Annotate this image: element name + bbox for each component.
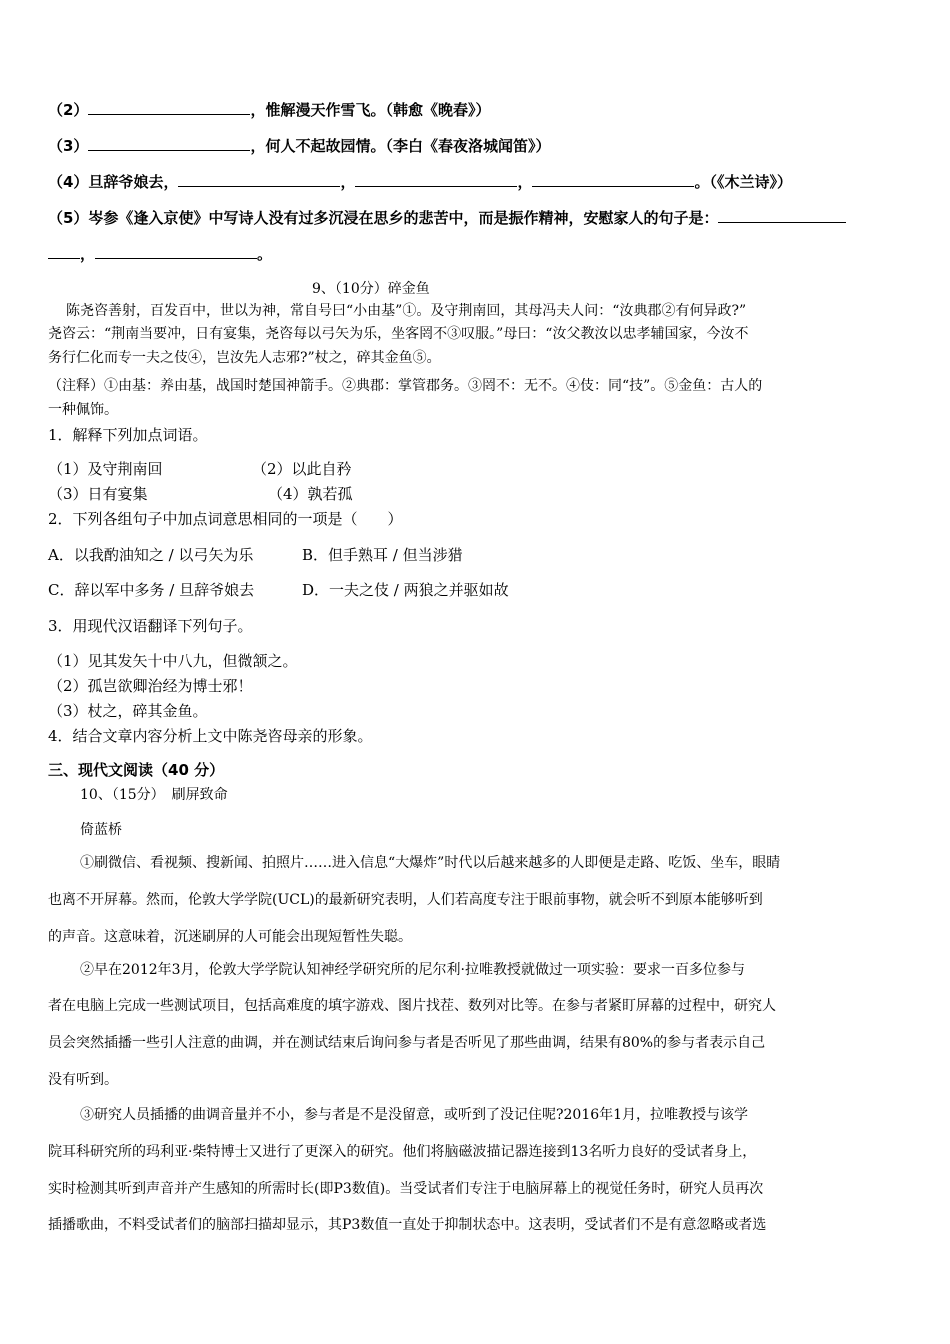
- fill-blank-q2: [48, 100, 490, 120]
- q10-title: 10、（15分） 刷屏致命: [80, 787, 228, 803]
- q9-sub1-question: 1．解释下列加点词语。: [48, 426, 208, 444]
- article-line: 实时检测其听到声音并产生感知的所需时长(即P3数值)。当受试者们专注于电脑屏幕上的视觉任务时，研究人员再次: [48, 1181, 764, 1197]
- answer-blank[interactable]: [88, 136, 250, 151]
- answer-blank[interactable]: [718, 208, 846, 223]
- article-line: 插播歌曲，不料受试者们的脑部扫描却显示，其P3数值一直处于抑制状态中。这表明，受试者们不是有意忽略或者选: [48, 1217, 767, 1233]
- section-title: 三、现代文阅读（40 分）: [48, 761, 225, 779]
- q4-comma: ，: [517, 173, 533, 191]
- q3-text: ，何人不起故园情。（李白《春夜洛城闻笛》）: [250, 137, 551, 155]
- article-line: 也离不开屏幕。然而，伦敦大学学院(UCL)的最新研究表明，人们若高度专注于眼前事物，就会听不到原本能够听到: [48, 892, 763, 908]
- q9-sub1-item: （1）及守荆南回: [48, 460, 163, 478]
- q2-text: ，惟解漫天作雪飞。（韩愈《晚春》）: [250, 101, 491, 119]
- article-line: ②早在2012年3月，伦敦大学学院认知神经学研究所的尼尔利·拉唯教授就做过一项实验：要求一百多位参与: [80, 962, 745, 978]
- answer-blank[interactable]: [178, 172, 340, 187]
- q4-source: 。（《木兰诗》）: [694, 173, 792, 191]
- option-d: D．一夫之伎 / 两狼之并驱如故: [302, 581, 509, 599]
- q9-sub3-item: （3）杖之，碎其金鱼。: [48, 702, 208, 720]
- fill-blank-q4: [48, 172, 792, 192]
- q9-sub3-item: （2）孤岂欲卿治经为博士邪！: [48, 677, 253, 695]
- q5-end: 。: [257, 245, 273, 263]
- answer-blank[interactable]: [48, 244, 80, 259]
- answer-blank[interactable]: [532, 172, 694, 187]
- q9-sub2-question: 2．下列各组句子中加点词意思相同的一项是（ ）: [48, 510, 403, 528]
- q4-text: （4）旦辞爷娘去，: [48, 173, 179, 191]
- q3-number: （3）: [48, 137, 89, 155]
- passage-line: 陈尧咨善射，百发百中，世以为神，常自号曰“小由基”①。及守荆南回，其母冯夫人问：“汝典郡②有何异政?”: [66, 303, 747, 319]
- q10-author: 倚蓝桥: [80, 822, 122, 838]
- article-line: 的声音。这意味着，沉迷刷屏的人可能会出现短暂性失聪。: [48, 929, 412, 945]
- q9-sub3-question: 3．用现代汉语翻译下列句子。: [48, 617, 253, 635]
- q9-sub1-item: （4）孰若孤: [268, 485, 353, 503]
- article-line: ③研究人员插播的曲调音量并不小，参与者是不是没留意，或听到了没记住呢?2016年1月，拉唯教授与该学: [80, 1107, 749, 1123]
- passage-line: 务行仁化而专一夫之伎④，岂汝先人志邪?”杖之，碎其金鱼⑤。: [48, 350, 441, 366]
- notes-line: 一种佩饰。: [48, 402, 118, 418]
- article-line: 者在电脑上完成一些测试项目，包括高难度的填字游戏、图片找茬、数列对比等。在参与者紧盯屏幕的过程中，研究人: [48, 998, 776, 1014]
- q5-comma: ，: [80, 245, 96, 263]
- q4-comma: ，: [340, 173, 356, 191]
- option-b: B．但手熟耳 / 但当涉猎: [302, 546, 463, 564]
- article-line: 员会突然插播一些引人注意的曲调，并在测试结束后询问参与者是否听见了那些曲调，结果有80%的参与者表示自己: [48, 1035, 766, 1051]
- fill-blank-q5-cont: [48, 244, 272, 264]
- article-line: 院耳科研究所的玛利亚·柴特博士又进行了更深入的研究。他们将脑磁波描记器连接到13名听力良好的受试者身上，: [48, 1144, 757, 1160]
- fill-blank-q5: [48, 208, 846, 228]
- fill-blank-q3: [48, 136, 550, 156]
- q9-title: 9、（10分）碎金鱼: [312, 281, 430, 297]
- q2-number: （2）: [48, 101, 89, 119]
- q5-text: （5）岑参《逢入京使》中写诗人没有过多沉浸在思乡的悲苦中，而是振作精神，安慰家人的句子是：: [48, 209, 719, 227]
- answer-blank[interactable]: [95, 244, 257, 259]
- article-line: ①刷微信、看视频、搜新闻、拍照片……进入信息“大爆炸”时代以后越来越多的人即便是走路、吃饭、坐车，眼睛: [80, 855, 781, 871]
- q9-sub4-question: 4．结合文章内容分析上文中陈尧咨母亲的形象。: [48, 727, 373, 745]
- q9-sub1-item: （3）日有宴集: [48, 485, 148, 503]
- notes-line: （注释）①由基：养由基，战国时楚国神箭手。②典郡：掌管郡务。③罔不：无不。④伎：同“技”。⑤金鱼：古人的: [48, 378, 763, 394]
- passage-line: 尧咨云：“荆南当要冲，日有宴集，尧咨每以弓矢为乐，坐客罔不③叹服。”母曰：“汝父教汝以忠孝辅国家，今汝不: [48, 326, 749, 342]
- q9-sub1-item: （2）以此自矜: [252, 460, 352, 478]
- answer-blank[interactable]: [355, 172, 517, 187]
- option-a: A．以我酌油知之 / 以弓矢为乐: [48, 546, 254, 564]
- article-line: 没有听到。: [48, 1072, 118, 1088]
- q9-sub3-item: （1）见其发矢十中八九，但微颔之。: [48, 652, 298, 670]
- option-c: C．辞以军中多务 / 旦辞爷娘去: [48, 581, 255, 599]
- answer-blank[interactable]: [88, 100, 250, 115]
